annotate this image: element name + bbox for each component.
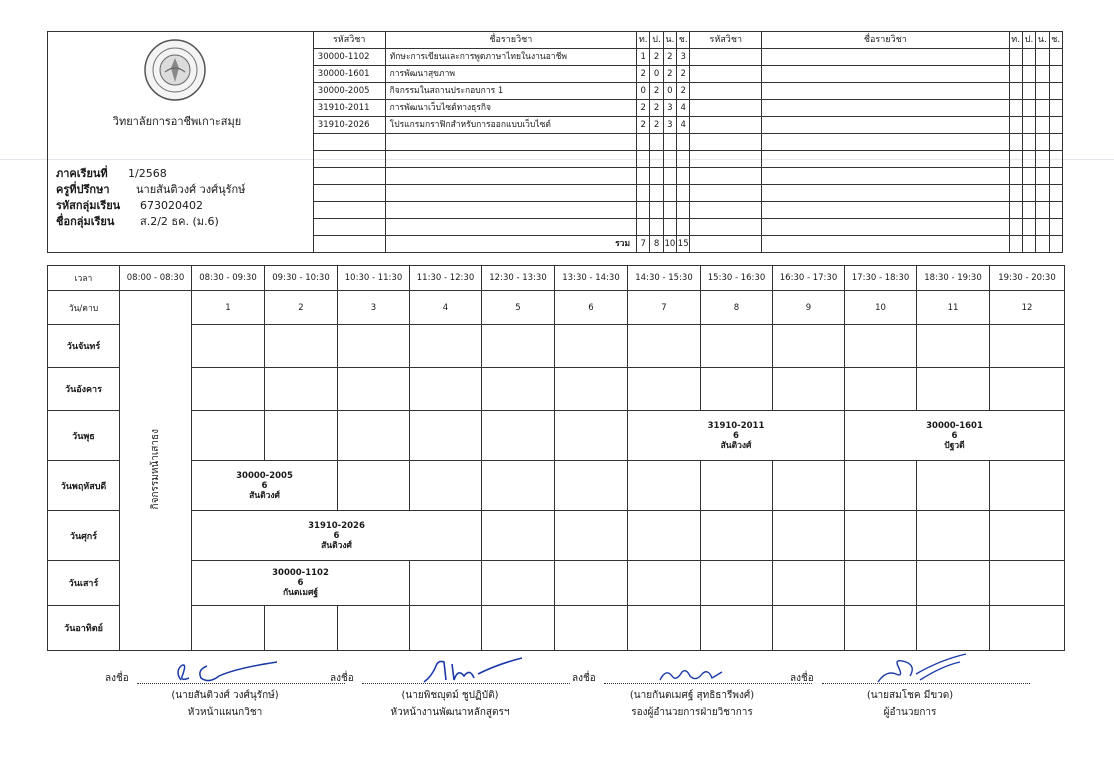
period-row — [48, 291, 1065, 325]
class-slot: 31910-2011 6 สันติวงศ์ — [628, 411, 845, 461]
class-slot: 30000-2005 6 สันติวงศ์ — [192, 461, 338, 511]
day-row-tuesday — [48, 368, 1065, 411]
total-label: รวม — [385, 236, 636, 253]
course-h: 4 — [677, 100, 690, 117]
time-cell: 12:30 - 13:30 — [482, 266, 555, 291]
col-code-2: รหัสวิชา — [690, 32, 762, 49]
period-cell: 4 — [410, 291, 482, 325]
col-t: ท. — [637, 32, 650, 49]
homeroom-cell — [120, 291, 192, 651]
col-n-2: น. — [1036, 32, 1049, 49]
time-cell: 15:30 - 16:30 — [701, 266, 773, 291]
time-cell: 16:30 - 17:30 — [773, 266, 845, 291]
group-code-field: รหัสกลุ่มเรียน 673020402 — [56, 199, 203, 212]
time-label: เวลา — [48, 266, 120, 291]
signer-position: หัวหน้างานพัฒนาหลักสูตรฯ — [390, 707, 510, 718]
time-cell: 14:30 - 15:30 — [628, 266, 701, 291]
class-slot: 30000-1601 6 ปัฐวดี — [845, 411, 1065, 461]
period-cell: 5 — [482, 291, 555, 325]
course-p: 0 — [650, 66, 663, 83]
period-cell: 10 — [845, 291, 917, 325]
course-t: 2 — [637, 66, 650, 83]
signature-block-1 — [105, 668, 345, 720]
group-name-field: ชื่อกลุ่มเรียน ส.2/2 ธค. (ม.6) — [56, 215, 219, 228]
time-cell: 19:30 - 20:30 — [990, 266, 1065, 291]
col-h: ช. — [677, 32, 690, 49]
period-cell: 12 — [990, 291, 1065, 325]
total-p: 8 — [650, 236, 663, 253]
course-t: 1 — [637, 49, 650, 66]
course-name: กิจกรรมในสถานประกอบการ 1 — [385, 83, 636, 100]
col-p: ป. — [650, 32, 663, 49]
course-t: 2 — [637, 100, 650, 117]
course-h: 2 — [677, 66, 690, 83]
day-row-friday — [48, 511, 1065, 561]
time-cell: 17:30 - 18:30 — [845, 266, 917, 291]
day-label: วันพุธ — [48, 411, 120, 461]
day-label: วันจันทร์ — [48, 325, 120, 368]
signer-name: (นายสมโชค มีขวด) — [866, 690, 954, 701]
college-name: วิทยาลัยการอาชีพเกาะสมุย — [112, 115, 242, 128]
period-cell: 11 — [917, 291, 990, 325]
period-cell: 1 — [192, 291, 265, 325]
period-cell: 2 — [265, 291, 338, 325]
course-name: โปรแกรมกราฟิกสำหรับการออกแบบเว็บไซต์ — [385, 117, 636, 134]
course-n: 2 — [663, 49, 676, 66]
course-name: ทักษะการเขียนและการพูดภาษาไทยในงานอาชีพ — [385, 49, 636, 66]
sign-label: ลงชื่อ — [330, 673, 354, 684]
signature-mark — [870, 652, 970, 686]
sign-label: ลงชื่อ — [105, 673, 129, 684]
day-label: วันพฤหัสบดี — [48, 461, 120, 511]
time-cell: 08:00 - 08:30 — [120, 266, 192, 291]
period-cell: 9 — [773, 291, 845, 325]
course-p: 2 — [650, 83, 663, 100]
signer-name: (นายกันตเมศฐ์ สุทธิธารีพงศ์) — [629, 690, 755, 701]
day-label: วันอังคาร — [48, 368, 120, 411]
signature-mark — [167, 660, 307, 686]
sign-label: ลงชื่อ — [790, 673, 814, 684]
course-h: 4 — [677, 117, 690, 134]
signer-position: ผู้อำนวยการ — [883, 707, 937, 718]
time-cell: 11:30 - 12:30 — [410, 266, 482, 291]
col-n: น. — [663, 32, 676, 49]
course-h: 3 — [677, 49, 690, 66]
signature-mark — [418, 656, 528, 686]
col-t-2: ท. — [1009, 32, 1022, 49]
time-cell: 13:30 - 14:30 — [555, 266, 628, 291]
time-cell: 10:30 - 11:30 — [338, 266, 410, 291]
course-n: 3 — [663, 100, 676, 117]
signature-mark — [656, 664, 726, 686]
course-n: 3 — [663, 117, 676, 134]
course-table — [47, 31, 1063, 253]
course-h: 2 — [677, 83, 690, 100]
time-row — [48, 266, 1065, 291]
college-seal-icon — [143, 38, 207, 102]
day-row-monday — [48, 325, 1065, 368]
col-p-2: ป. — [1022, 32, 1035, 49]
timetable — [47, 265, 1065, 651]
signature-block-4 — [790, 668, 1030, 720]
day-row-wednesday — [48, 411, 1065, 461]
col-name-2: ชื่อรายวิชา — [762, 32, 1009, 49]
course-n: 0 — [663, 83, 676, 100]
period-cell: 8 — [701, 291, 773, 325]
period-label: วัน/คาบ — [48, 291, 120, 325]
course-n: 2 — [663, 66, 676, 83]
class-slot: 31910-2026 6 สันติวงศ์ — [192, 511, 482, 561]
col-name: ชื่อรายวิชา — [385, 32, 636, 49]
total-h: 15 — [677, 236, 690, 253]
sign-label: ลงชื่อ — [572, 673, 596, 684]
course-p: 2 — [650, 49, 663, 66]
course-code: 30000-1102 — [313, 49, 385, 66]
day-label: วันเสาร์ — [48, 561, 120, 606]
col-h-2: ช. — [1049, 32, 1062, 49]
course-p: 2 — [650, 117, 663, 134]
course-code: 30000-1601 — [313, 66, 385, 83]
signature-block-2 — [330, 668, 570, 720]
advisor-field: ครูที่ปรึกษา นายสันติวงศ์ วงศ์นุรักษ์ — [56, 183, 246, 196]
course-name: การพัฒนาสุขภาพ — [385, 66, 636, 83]
course-t: 0 — [637, 83, 650, 100]
period-cell: 3 — [338, 291, 410, 325]
total-n: 10 — [663, 236, 676, 253]
day-row-sunday — [48, 606, 1065, 651]
period-cell: 6 — [555, 291, 628, 325]
signer-name: (นายพิชญุตม์ ชูปฏิบัติ) — [401, 690, 499, 701]
college-info — [48, 32, 314, 253]
time-cell: 09:30 - 10:30 — [265, 266, 338, 291]
course-code: 31910-2026 — [313, 117, 385, 134]
time-cell: 18:30 - 19:30 — [917, 266, 990, 291]
signer-position: รองผู้อำนวยการฝ่ายวิชาการ — [631, 707, 753, 718]
signer-position: หัวหน้าแผนกวิชา — [187, 707, 263, 718]
class-slot: 30000-1102 6 กันตเมศฐ์ — [192, 561, 410, 606]
homeroom-label: กิจกรรมหน้าเสาธง — [150, 428, 161, 510]
time-cell: 08:30 - 09:30 — [192, 266, 265, 291]
period-cell: 7 — [628, 291, 701, 325]
course-name: การพัฒนาเว็บไซต์ทางธุรกิจ — [385, 100, 636, 117]
day-row-saturday — [48, 561, 1065, 606]
day-label: วันอาทิตย์ — [48, 606, 120, 651]
semester-field: ภาคเรียนที่ 1/2568 — [56, 167, 167, 180]
signer-name: (นายสันติวงศ์ วงศ์นุรักษ์) — [171, 690, 279, 701]
signature-block-3 — [572, 668, 812, 720]
total-t: 7 — [637, 236, 650, 253]
course-p: 2 — [650, 100, 663, 117]
course-code: 31910-2011 — [313, 100, 385, 117]
day-label: วันศุกร์ — [48, 511, 120, 561]
col-code: รหัสวิชา — [313, 32, 385, 49]
day-row-thursday — [48, 461, 1065, 511]
course-t: 2 — [637, 117, 650, 134]
course-code: 30000-2005 — [313, 83, 385, 100]
